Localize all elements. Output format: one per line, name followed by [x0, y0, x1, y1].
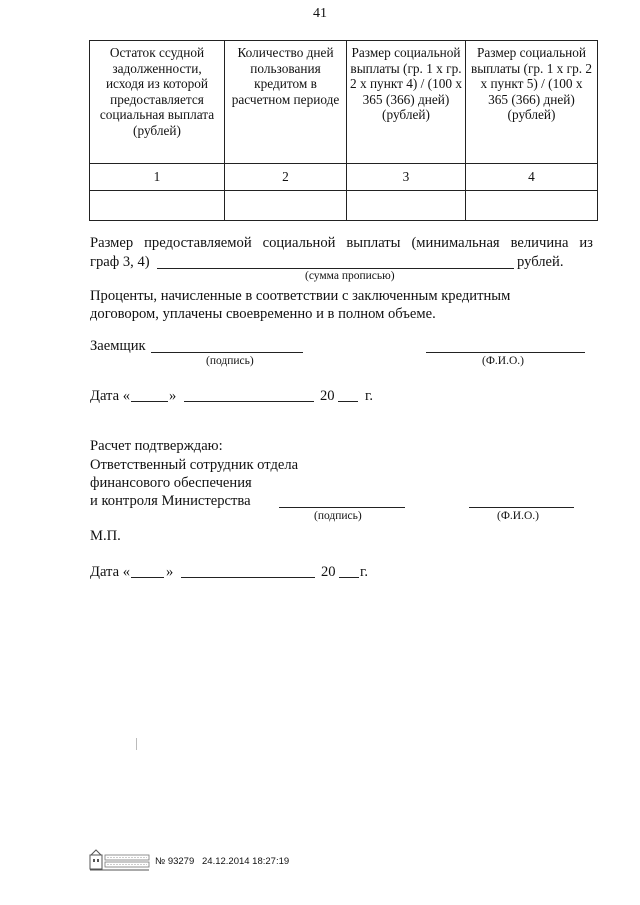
- date-year-prefix: 20: [321, 564, 336, 580]
- column-number: 2: [225, 164, 347, 191]
- payment-prefix: граф 3, 4): [90, 254, 150, 270]
- interest-line-1: Проценты, начисленные в соответствии с заключенным кредитным: [90, 288, 511, 304]
- page-number: 41: [313, 6, 327, 21]
- payment-word: предоставляемой: [144, 235, 252, 251]
- payment-word: выплаты: [346, 235, 401, 251]
- table-header-cell: Размер социальной выплаты (гр. 1 x гр. 2 x пункт 5) / (100 x 365 (366) дней) (рублей): [466, 41, 598, 164]
- table-cell[interactable]: [225, 191, 347, 221]
- amount-in-words-caption: (сумма прописью): [305, 270, 395, 282]
- footer-doc-number: № 93279: [155, 856, 195, 867]
- table-row: [90, 191, 598, 221]
- stamp-place: М.П.: [90, 528, 121, 544]
- date-year-suffix: г.: [360, 564, 368, 580]
- borrower-name-caption: (Ф.И.О.): [482, 355, 524, 367]
- borrower-label: Заемщик: [90, 338, 146, 354]
- payment-word: (минимальная: [411, 235, 500, 251]
- amount-in-words-field[interactable]: [157, 268, 514, 269]
- date-month-field[interactable]: [181, 577, 315, 578]
- table-cell[interactable]: [90, 191, 225, 221]
- calculation-table: [89, 40, 598, 221]
- interest-line-2: договором, уплачены своевременно и в полном объеме.: [90, 306, 436, 322]
- table-header-cell: Размер социальной выплаты (гр. 1 x гр. 2 x пункт 4) / (100 x 365 (366) дней) (рублей): [347, 41, 466, 164]
- payment-word: Размер: [90, 235, 134, 251]
- confirmation-line-2: Ответственный сотрудник отдела: [90, 457, 299, 473]
- date-quote-close: »: [169, 388, 177, 404]
- date-prefix: Дата «: [90, 564, 131, 580]
- table-header-cell: Количество дней пользования кредитом в расчетном периоде: [225, 41, 347, 164]
- document-logo: [89, 849, 151, 871]
- column-number: 3: [347, 164, 466, 191]
- table-header-row: [90, 41, 598, 164]
- column-number: 4: [466, 164, 598, 191]
- borrower-signature-field[interactable]: [151, 352, 303, 353]
- table-column-numbers-row: [90, 164, 598, 191]
- confirmation-heading: Расчет подтверждаю:: [90, 438, 223, 454]
- confirmation-line-3: финансового обеспечения: [90, 475, 252, 491]
- date-year-suffix: г.: [365, 388, 373, 404]
- date-year-field[interactable]: [339, 577, 359, 578]
- borrower-name-field[interactable]: [426, 352, 585, 353]
- officer-name-caption: (Ф.И.О.): [497, 510, 539, 522]
- payment-word: из: [579, 235, 593, 251]
- borrower-signature-caption: (подпись): [206, 355, 254, 367]
- confirmation-line-4: и контроля Министерства: [90, 493, 251, 509]
- payment-word: социальной: [262, 235, 336, 251]
- officer-name-field[interactable]: [469, 507, 574, 508]
- date-prefix: Дата «: [90, 388, 131, 404]
- payment-word: величина: [510, 235, 569, 251]
- date-day-field[interactable]: [131, 577, 164, 578]
- officer-signature-field[interactable]: [279, 507, 405, 508]
- date-day-field[interactable]: [131, 401, 168, 402]
- date-year-prefix: 20: [320, 388, 335, 404]
- scan-mark: [136, 738, 137, 750]
- payment-amount-line: [90, 234, 593, 252]
- date-month-field[interactable]: [184, 401, 314, 402]
- date-year-field[interactable]: [338, 401, 358, 402]
- column-number: 1: [90, 164, 225, 191]
- officer-signature-caption: (подпись): [314, 510, 362, 522]
- footer-timestamp: 24.12.2014 18:27:19: [202, 856, 290, 867]
- payment-currency: рублей.: [517, 254, 564, 270]
- table-cell[interactable]: [347, 191, 466, 221]
- date-quote-close: »: [166, 564, 174, 580]
- table-cell[interactable]: [466, 191, 598, 221]
- table-header-cell: Остаток ссудной задолженности, исходя из которой предоставляется социальная выплата (рублей): [90, 41, 225, 164]
